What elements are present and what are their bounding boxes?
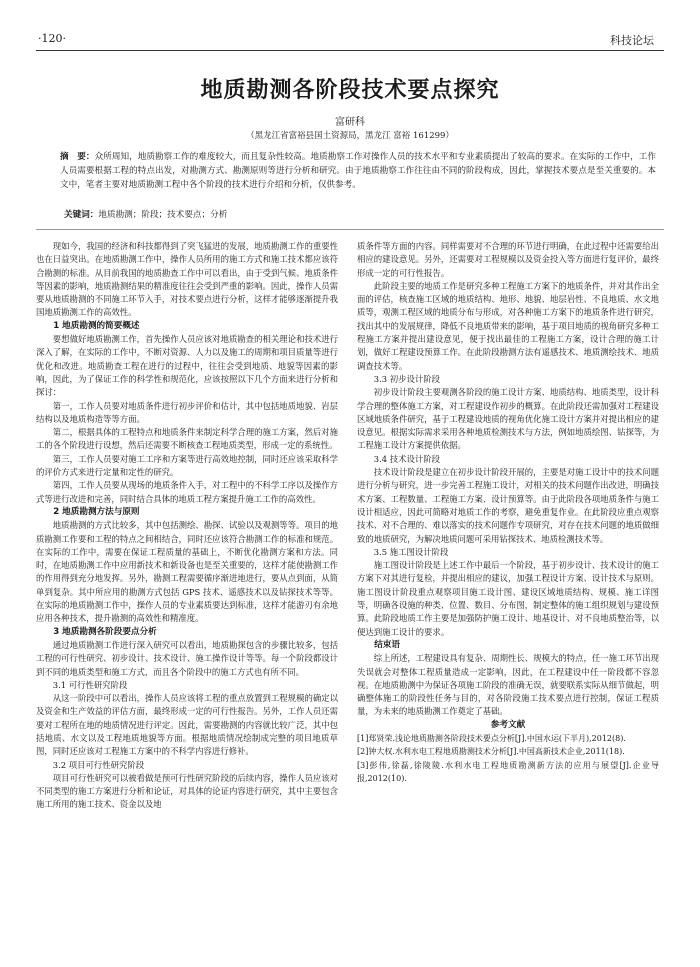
article-title: 地质勘测各阶段技术要点探究 <box>200 78 500 103</box>
body-paragraph: 现如今，我国的经济和科技都得到了突飞猛进的发展，地质勘测工作的重要性也在日益突出。在地质勘测工作中，操作人员所用的施工方式和施工技术都应该符合勘测的标准。从目前我国的地质勘查工作中可以看出，由于受到气候、地质条件等因素的影响，地质勘测结果的精准度往往会受到严重的影响。因此，操作人员需要从地质勘测的不同施工环节入手，对技术要点进行分析，这样才能够逐渐提升我国地质勘测工作的高效性。 <box>36 241 338 318</box>
abstract <box>60 150 656 192</box>
left-column <box>36 240 338 812</box>
section-heading: 1 地质勘测的简要概述 <box>53 320 140 331</box>
body-paragraph: 地质勘测的方式比较多，其中包括测绘、勘探、试验以及观测等等。项目的地质勘测工作要和工程的特点之间相结合，同时还应该符合勘测工作的标准和规范。在实际的工作中，需要在保证工程质量的基础上，不断优化勘测方案和方法。同时，在地质勘测工作中应用新技术和新设备也是至关重要的，这样才能使勘测工作的作用得到充分地发挥。另外，勘测工程需要循序渐进地进行，要从点到面，从简单到复杂。其中所应用的勘测方式包括 GPS 技术、遥感技术以及钻探技术等等。在实际的地质勘测工作中，操作人员的专业素质要达到标准，这样才能游刃有余地应用各种技术，提升勘测的高效性和精准度。 <box>36 520 338 624</box>
abstract-text: 众所周知，地质勘察工作的难度较大，而且复杂性较高。地质勘察工作对操作人员的技术水平和专业素质提出了较高的要求。在实际的工作中，工作人员需要根据工程的特点出发，对勘测方式、勘测原则等进行分析和研究。由于地质勘察工作往往由不同的阶段构成，因此，掌握技术要点是至关重要的。本文中，笔者主要对地质勘测工程中各个阶段的技术进行介绍和分析，仅供参考。 <box>60 152 656 190</box>
body-paragraph: 通过地质勘测工作进行深入研究可以看出，地质勘探包含的步骤比较多，包括工程的可行性研究、初步设计、技术设计、施工操作设计等等。每一个阶段都设计到不同的地质类型和施工方式，而且各个阶段中的施工方式也有所不同。 <box>36 639 338 677</box>
body-paragraph: 第一，工作人员要对地质条件进行初步评价和估计，其中包括地质地貌、岩层结构以及地质构造等等方面。 <box>36 400 338 424</box>
body-paragraph: 质条件等方面的内容。同样需要对不合理的环节进行明确，在此过程中还需要给出相应的建设意见。另外，还需要对工程规模以及资金投入等方面进行复评价，最终形成一定的可行性报告。 <box>357 241 659 278</box>
header-rule <box>36 50 664 51</box>
conclusion-heading: 结束语 <box>374 639 400 650</box>
abstract-divider <box>36 229 664 230</box>
body-paragraph: 第三，工作人员要对施工工序和方案等进行高效地控制，同时还应该采取科学的评价方式来进行定量和定性的研究。 <box>36 453 338 478</box>
body-paragraph: 第四，工作人员要从现场的地质条件入手，对工程中的不科学工序以及操作方式等进行改进和完善，同时结合具体的地质工程方案提升施工工作的高效性。 <box>36 480 338 504</box>
subsection-heading: 3.2 项目可行性研究阶段 <box>52 759 145 770</box>
article-author: 富研科 <box>335 117 365 128</box>
right-column <box>357 240 659 785</box>
references-heading: 参考文献 <box>490 719 526 730</box>
keywords-label: 关键词： <box>64 210 99 220</box>
subsection-heading: 3.1 可行性研究阶段 <box>52 679 128 690</box>
body-paragraph: 项目可行性研究可以被看做是预可行性研究阶段的后续内容，操作人员应该对不同类型的施工方案进行分析和论证，对具体的论证内容进行研究，其中主要包含施工所用的施工技术、资金以及地 <box>36 772 338 810</box>
body-paragraph: 要想做好地质勘测工作，首先操作人员应该对地质勘查的相关理论和技术进行深入了解，在实际的工作中，不断对资源、人力以及施工的周期和项目质量等进行优化和改进。地质勘查工程在进行的过程中，往往会受到地质、地貌等因素的影响，因此，为了保证工作的科学性和规范化，应该按照以下几个方面来进行分析和探讨： <box>36 334 338 398</box>
keywords <box>64 208 656 222</box>
body-paragraph: 初步设计阶段主要观测各阶段的施工设计方案、地质结构、地质类型，设计科学合理的整体施工方案，对工程建设作初步的概算。在此阶段还需加强对工程建设区域地质条件研究，基于工程建设地质的视角优化施工设计方案并对提出相应的建设意见。根据实际需求采用各种地质检测技术与方法，例如地质绘图、钻探等，为工程施工设计方案提供依据。 <box>357 387 659 451</box>
journal-name: 科技论坛 <box>610 34 654 47</box>
author-affiliation: （黑龙江省富裕县国土资源局，黑龙江 富裕 161299） <box>246 131 454 141</box>
body-paragraph: 此阶段主要的地质工作是研究多种工程施工方案下的地质条件，并对其作出全面的评估，核查施工区域的地质结构、地形、地貌、地层岩性、不良地质、水文地质等，观测工程区域的地质分布与形成，对各种施工方案下的地质条件进行研究，找出其中的发展规律，降低不良地质带来的影响，基于项目地质的视角研究多种工程施工方案并提出建设意见，便于找出最佳的工程施工方案，设计合理的施工计划，做好工程建设预算工作。在此阶段勘测方法有遥感技术、地质测绘技术、地质调查技术等。 <box>357 280 659 371</box>
body-paragraph: 综上所述，工程建设具有复杂、周期性长、规模大的特点，任一施工环节出现失误就会对整体工程质量造成一定影响，因此，在工程建设中任一阶段都不容忽视。在地质勘测中为保证各项施工阶段的准确无误，就要联系实际从细节做起，明确整体施工的阶段性任务与目的，对各阶段施工技术要点进行控制，保证工程质量，为未来的地质勘测工作奠定了基础。 <box>357 653 659 717</box>
reference-item: [3]彭伟,徐磊,徐陵陵.水利水电工程地质勘测新方法的应用与展望[J].企业导报,2012(10). <box>357 760 659 783</box>
page-number: ·120· <box>38 32 66 45</box>
reference-item: [1]郑贤荣.浅论地质勘测各阶段技术要点分析[J].中国水运(下半月),2012(8). <box>357 733 626 743</box>
body-paragraph: 施工图设计阶段是上述工作中最后一个阶段，基于初步设计、技术设计的施工方案下对其进行复检，并提出相应的建议，加强工程设计方案、设计技术与原则。施工图设计阶段重点观察项目施工设计图、建设区域地质结构、规模、施工详图等，明确各设施的种类、位置、数目、分布图，制定整体的施工组织规划与建设预算。此阶段地质工作主要是加强防护施工设计、地基设计、对不良地质整治等，以便达到施工设计的要求。 <box>357 560 659 637</box>
reference-item: [2]钟大权.水利水电工程地质勘测技术分析[J].中国高新技术企业,2011(18). <box>357 747 625 757</box>
section-heading: 3 地质勘测各阶段要点分析 <box>53 626 157 637</box>
body-paragraph: 技术设计阶段是建立在初步设计阶段开展的，主要是对施工设计中的技术问题进行分析与研究，进一步完善工程施工设计，对相关的技术问题作出改进，明确技术方案、工程数量、工程施工方案、设计预算等。由于此阶段各项地质条件与施工设计相适应，因此可简略对地质工作的考察，避免重复作业。在此阶段应重点观察技术、对不合理的、难以落实的技术问题作专项研究，对存在技术问题的地质做细致的地质研究，为解决地质问题可采用钻探技术、地质检测技术等。 <box>357 467 659 544</box>
section-heading: 2 地质勘测方法与原则 <box>53 506 140 517</box>
abstract-label: 摘 要： <box>60 152 95 162</box>
subsection-heading: 3.3 初步设计阶段 <box>373 373 441 384</box>
body-paragraph: 第二，根据具体的工程特点和地质条件来制定科学合理的施工方案，然后对施工的各个阶段进行设想，然后还需要不断核查工程地质类型，形成一定的系统性。 <box>36 427 338 451</box>
subsection-heading: 3.5 施工图设计阶段 <box>373 546 449 557</box>
body-paragraph: 从这一阶段中可以看出，操作人员应该将工程的重点放置到工程规模的确定以及资金和生产效益的评估方面，最终形成一定的可行性报告。另外，工作人员还需要对工程所在地的地质情况进行评定。因此，需要勘测的内容就比较广泛，其中包括地质、水文以及工程地质地貌等方面。根据地质情况绘制成完整的项目地质草图，同时还应该对工程施工方案中的不科学内容进行修补。 <box>36 693 338 757</box>
subsection-heading: 3.4 技术设计阶段 <box>373 453 441 464</box>
keywords-text: 地质勘测；阶段；技术要点；分析 <box>98 210 228 220</box>
